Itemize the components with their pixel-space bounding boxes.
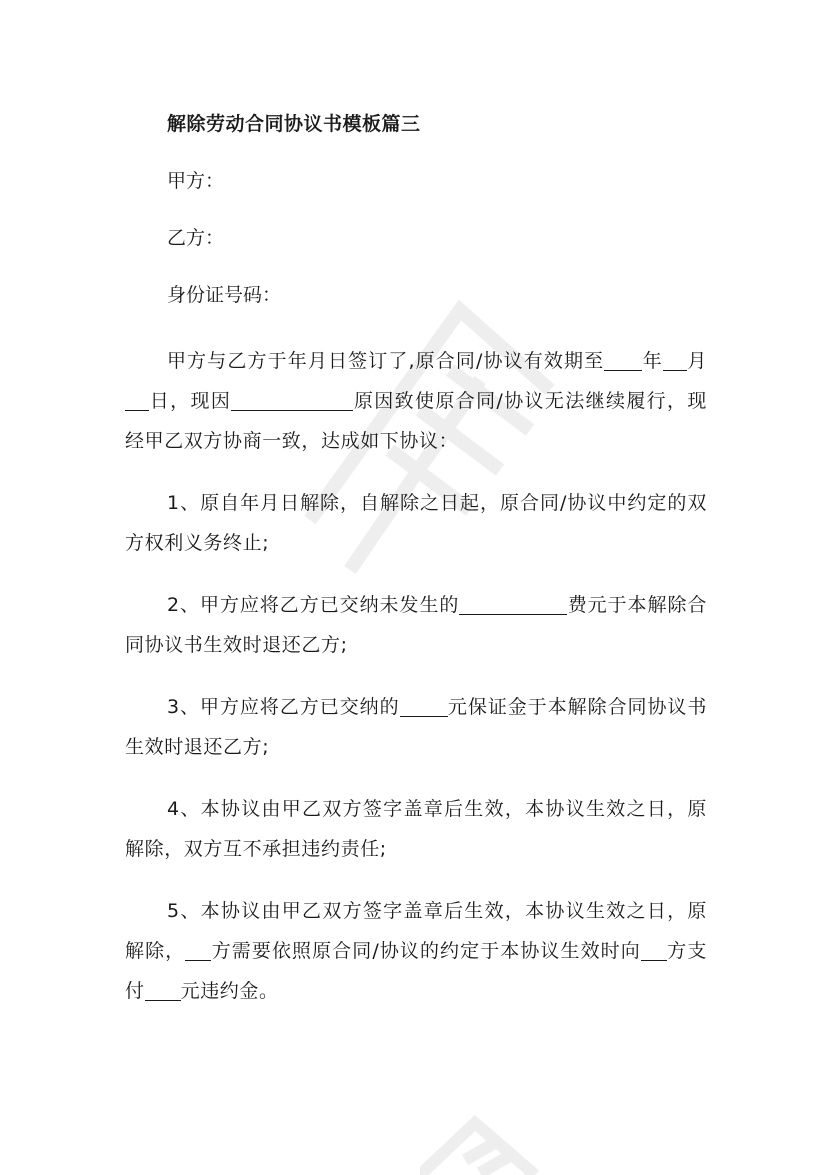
- reason-blank: [231, 390, 353, 411]
- year-blank: [604, 350, 642, 371]
- party-a-field: 甲方：: [167, 170, 225, 192]
- fee-blank: [459, 594, 567, 615]
- preamble-text: 年: [642, 350, 663, 372]
- clause-4: 4、本协议由甲乙双方签字盖章后生效，本协议生效之日，原解除，双方互不承担违约责任;: [125, 798, 707, 860]
- penalty-amount-blank: [145, 980, 181, 1001]
- clause-3: [125, 687, 707, 767]
- watermark-stamp-bottom-icon: [420, 1115, 580, 1175]
- month-blank: [663, 350, 687, 371]
- document-body: [125, 108, 707, 1011]
- clause-5: [125, 891, 707, 1011]
- preamble-text: 原因致使原合同/协议无法继续履行，现经甲乙双方协商一致，达成如下协议：: [125, 390, 707, 452]
- preamble-text: 日，现因: [149, 390, 232, 412]
- preamble-text: 甲方与乙方于年月日签订了,原合同/协议有效期至: [167, 350, 605, 372]
- day-blank: [125, 390, 149, 411]
- clause-1: 1、原自年月日解除，自解除之日起，原合同/协议中约定的双方权利义务终止;: [125, 492, 707, 554]
- clause-text: 元违约金。: [180, 980, 279, 1002]
- clause-text: 方需要依照原合同/协议的约定于本协议生效时向: [211, 940, 641, 962]
- id-number-field: 身份证号码：: [167, 284, 282, 306]
- deposit-blank: [400, 696, 448, 717]
- clause-text: 3、甲方应将乙方已交纳的: [167, 696, 400, 718]
- clause-text: 2、甲方应将乙方已交纳未发生的: [167, 594, 460, 616]
- document-title: 解除劳动合同协议书模板篇三: [167, 113, 421, 135]
- clause-text: 费元于本解除合同协议书生效时退还乙方;: [125, 594, 707, 656]
- preamble-text: 月: [686, 350, 707, 372]
- party-blank: [641, 940, 667, 961]
- preamble-paragraph: [125, 341, 707, 461]
- clause-text: 方支付: [125, 940, 707, 1002]
- clause-2: [125, 585, 707, 665]
- clause-text: 元保证金于本解除合同协议书生效时退还乙方;: [125, 696, 707, 758]
- party-b-field: 乙方：: [167, 227, 225, 249]
- clause-text: 5、本协议由甲乙双方签字盖章后生效，本协议生效之日，原解除，: [125, 900, 707, 962]
- party-blank: [185, 940, 211, 961]
